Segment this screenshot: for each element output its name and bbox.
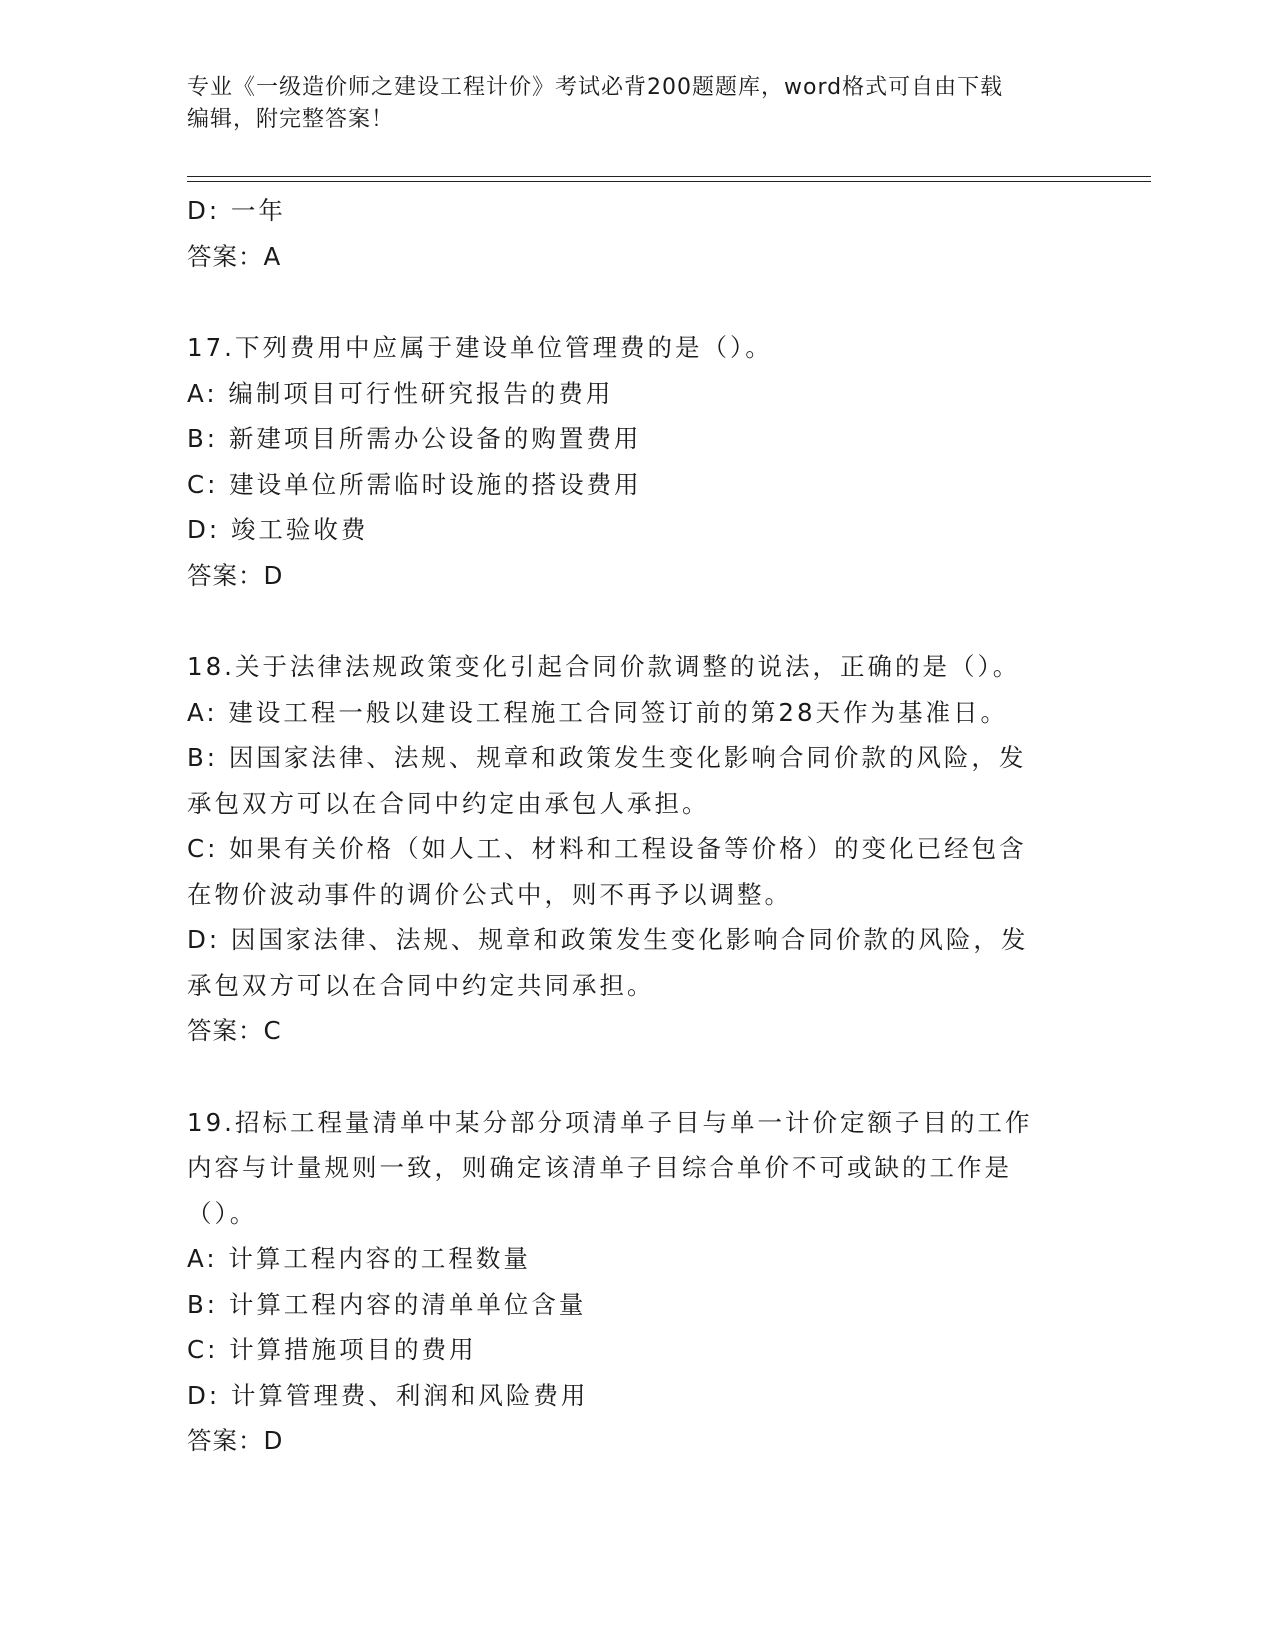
answer-line: 答案：D (187, 1426, 284, 1455)
option-a: A: 编制项目可行性研究报告的费用 (187, 378, 614, 408)
option-b-line-2: 承包双方可以在合同中约定由承包人承担。 (187, 788, 710, 818)
header-line-1: 专业《一级造价师之建设工程计价》考试必背200题题库，word格式可自由下载 (187, 75, 1004, 100)
answer-line: 答案：D (187, 560, 284, 590)
question-18 (187, 644, 1087, 1054)
option-d: D: 竣工验收费 (187, 515, 369, 544)
option-a: A: 建设工程一般以建设工程施工合同签订前的第28天作为基准日。 (187, 697, 1009, 727)
option-b: B: 新建项目所需办公设备的购置费用 (187, 424, 642, 453)
option-d: D: 计算管理费、利润和风险费用 (187, 1380, 589, 1410)
header-divider-top (187, 176, 1151, 177)
option-c-line-1: C: 如果有关价格（如人工、材料和工程设备等价格）的变化已经包含 (187, 834, 1027, 863)
option-d-line-1: D: 因国家法律、法规、规章和政策发生变化影响合同价款的风险，发 (187, 925, 1029, 954)
answer-line: 答案：A (187, 241, 282, 271)
question-stem: 18.关于法律法规政策变化引起合同价款调整的说法，正确的是（）。 (187, 652, 1021, 681)
question-stem-line-1: 19.招标工程量清单中某分部分项清单子目与单一计价定额子目的工作 (187, 1107, 1033, 1137)
option-d-line-2: 承包双方可以在合同中约定共同承担。 (187, 970, 655, 1000)
answer-line: 答案：C (187, 1016, 282, 1045)
question-content (187, 188, 1087, 1464)
option-d: D: 一年 (187, 196, 286, 225)
option-b-line-1: B: 因国家法律、法规、规章和政策发生变化影响合同价款的风险，发 (187, 743, 1027, 772)
option-c: C: 计算措施项目的费用 (187, 1335, 477, 1364)
document-header (187, 72, 1087, 136)
question-17 (187, 325, 1087, 598)
option-c-line-2: 在物价波动事件的调价公式中，则不再予以调整。 (187, 879, 792, 909)
header-divider-bottom (187, 181, 1151, 182)
header-line-2: 编辑，附完整答案！ (187, 107, 395, 132)
question-19 (187, 1100, 1087, 1464)
question-stem-line-2: 内容与计量规则一致，则确定该清单子目综合单价不可或缺的工作是 (187, 1153, 1012, 1182)
question-stem-line-3: （）。 (187, 1198, 258, 1228)
option-c: C: 建设单位所需临时设施的搭设费用 (187, 469, 642, 499)
option-a: A: 计算工程内容的工程数量 (187, 1244, 531, 1273)
previous-question-tail (187, 188, 1087, 279)
question-stem: 17.下列费用中应属于建设单位管理费的是（）。 (187, 333, 773, 362)
option-b: B: 计算工程内容的清单单位含量 (187, 1289, 587, 1319)
